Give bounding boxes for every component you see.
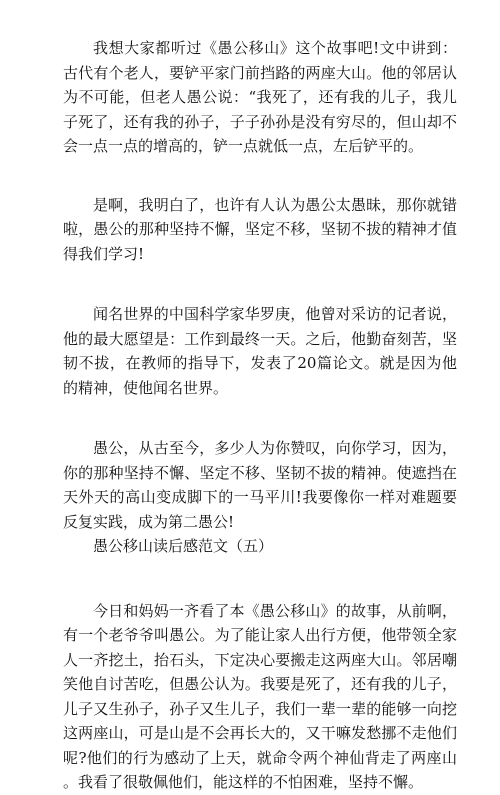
paragraph-2: 是啊，我明白了，也许有人认为愚公太愚昧，那你就错啦，愚公的那种坚持不懈，坚定不移，坚韧不拔的精神才值得我们学习! — [63, 195, 457, 263]
section-heading: 愚公移山读后感范文（五） — [93, 537, 274, 555]
paragraph-5: 今日和妈妈一齐看了本《愚公移山》的故事，从前啊，有一个老爷爷叫愚公。为了能让家人出行方便，他带领全家人一齐挖土，抬石头，下定决心要搬走这两座大山。邻居嘲笑他自讨苦吃，但愚公认为。我要是死了，还有我的儿子，儿子又生孙子，孙子又生儿子，我们一辈一辈的能够一向挖这两座山，可是山是不会再长大的，又干嘛发愁挪不走他们呢?他们的行为感动了上天，就命令两个神仙背走了两座山。我看了很敬佩他们，能这样的不怕困难，坚持不懈。 — [63, 601, 457, 791]
paragraph-3: 闻名世界的中国科学家华罗庚，他曾对采访的记者说，他的最大愿望是：工作到最终一天。之后，他勤奋刻苦，坚韧不拔，在教师的指导下，发表了20篇论文。就是因为他的精神，使他闻名世界。 — [63, 305, 457, 397]
document-page — [63, 36, 457, 795]
paragraph-1: 我想大家都听过《愚公移山》这个故事吧!文中讲到：古代有个老人，要铲平家门前挡路的两座大山。他的邻居认为不可能，但老人愚公说：“我死了，还有我的儿子，我儿子死了，还有我的孙子，子子孙孙是没有穷尽的，但山却不会一点一点的增高的，铲一点就低一点，左后铲平的。 — [63, 39, 457, 155]
paragraph-4: 愚公，从古至今，多少人为你赞叹，向你学习，因为，你的那种坚持不懈、坚定不移、坚韧不拔的精神。使遮挡在天外天的高山变成脚下的一马平川!我要像你一样对难题要反复实践，成为第二愚公! — [63, 439, 457, 531]
